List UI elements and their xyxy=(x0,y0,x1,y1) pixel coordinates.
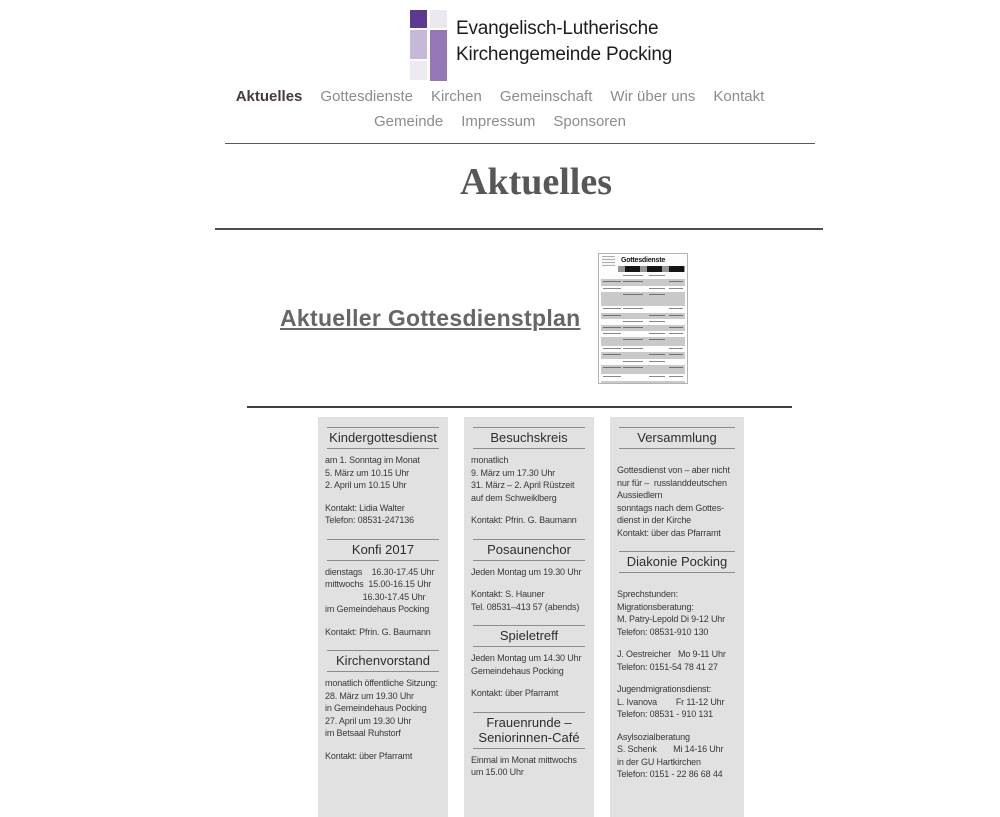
board-section xyxy=(325,539,441,639)
section-text-line: 31. März – 2. April Rüstzeit xyxy=(471,480,575,490)
thumbnail-row xyxy=(601,337,685,346)
blank-line xyxy=(325,492,441,502)
section-text-line: im Betsaal Ruhstorf xyxy=(325,728,401,738)
section-text-line: Telefon: 08531-910 130 xyxy=(617,626,709,637)
site-logo-home-link[interactable] xyxy=(410,9,672,81)
section-text-line: im Gemeindehaus Pocking xyxy=(325,604,430,614)
nav-item-sponsoren[interactable]: Sponsoren xyxy=(553,113,626,130)
section-title: Kirchenvorstand xyxy=(327,650,439,672)
site-title-line1: Evangelisch-Lutherische xyxy=(456,18,659,39)
section-text-line: sonntags nach dem Gottes- xyxy=(617,502,724,513)
section-text-line: J. Oestreicher Mo 9-11 Uhr xyxy=(617,649,726,659)
section-text-line: Gottesdienst von – aber nicht xyxy=(617,465,730,475)
blank-line xyxy=(471,504,587,514)
thumbnail-table-rows xyxy=(601,273,685,384)
blank-line xyxy=(617,578,737,588)
page-title: Aktuelles xyxy=(460,161,612,203)
section-text-line: Kontakt: über das Pfarramt xyxy=(617,527,721,538)
nav-item-wir-ber-uns[interactable]: Wir über uns xyxy=(610,88,696,105)
section-text-line: Kontakt: Lidia Walter xyxy=(325,502,405,513)
thumbnail-row xyxy=(601,292,685,306)
blank-line xyxy=(471,578,587,588)
section-title: Konfi 2017 xyxy=(327,539,439,561)
section-text-line: M. Patry-Lepold Di 9-12 Uhr xyxy=(617,614,725,624)
versammlung-board xyxy=(610,417,744,817)
section-title: Besuchskreis xyxy=(473,427,585,449)
nav-item-aktuelles[interactable]: Aktuelles xyxy=(235,88,303,105)
thumbnail-row xyxy=(601,381,685,384)
board-section xyxy=(471,427,587,527)
section-text-line: Asylsozialberatung xyxy=(617,731,690,742)
section-title: Kindergottesdienst xyxy=(327,427,439,449)
blank-line xyxy=(325,740,441,750)
nav-item-gottesdienste[interactable]: Gottesdienste xyxy=(320,88,413,105)
section-text-line: mittwochs 15.00-16.15 Uhr xyxy=(325,579,432,589)
section-text-line: Jugendmigrationsdienst: xyxy=(617,684,712,694)
section-text-line: 5. März um 10.15 Uhr xyxy=(325,467,410,478)
section-text-line: dienst in der Kirche xyxy=(617,515,692,525)
blank-line xyxy=(617,721,737,731)
nav-item-impressum[interactable]: Impressum xyxy=(461,113,536,130)
section-text-line: Kontakt: Pfrin. G. Baumann xyxy=(325,626,431,637)
section-text-line: dienstags 16.30-17.45 Uhr xyxy=(325,566,435,577)
section-text-line: L. Ivanova Fr 11-12 Uhr xyxy=(617,696,725,707)
section-text-line: in der GU Hartkirchen xyxy=(617,756,701,767)
board-section xyxy=(325,650,441,762)
section-text-line: Telefon: 0151-54 78 41 27 xyxy=(617,661,718,672)
section-text-line: am 1. Sonntag im Monat xyxy=(325,455,420,465)
blank-line xyxy=(617,673,737,683)
section-text-line: Telefon: 08531-247136 xyxy=(325,515,414,525)
section-text-line: Einmal im Monat mittwochs xyxy=(471,754,577,765)
nav-item-kontakt[interactable]: Kontakt xyxy=(713,88,765,105)
thumbnail-table-header xyxy=(618,266,685,272)
board-section xyxy=(617,551,737,781)
section-text-line: Telefon: 08531 - 910 131 xyxy=(617,709,713,719)
section-text-line: Telefon: 0151 - 22 86 68 44 xyxy=(617,769,723,779)
section-text-line: Kontakt: S. Hauner xyxy=(471,589,545,599)
section-title: Versammlung xyxy=(619,427,735,449)
section-text-line: Aussiedlern xyxy=(617,490,663,500)
blank-line xyxy=(325,616,441,626)
section-text-line: auf dem Schweiklberg xyxy=(471,492,557,503)
nav-item-gemeinde[interactable]: Gemeinde xyxy=(374,113,444,130)
section-title: Diakonie Pocking xyxy=(619,551,735,573)
thumbnail-row xyxy=(601,352,685,359)
nav-item-gemeinschaft[interactable]: Gemeinschaft xyxy=(499,88,593,105)
section-text-line: um 15.00 Uhr xyxy=(471,767,524,777)
section-text-line: Gemeindehaus Pocking xyxy=(471,665,564,676)
blank-line xyxy=(617,638,737,648)
section-title: Frauenrunde – Seniorinnen-Café xyxy=(473,712,585,749)
gottesdienstplan-link[interactable]: Aktueller Gottesdienstplan xyxy=(280,305,581,331)
section-text-line: Kontakt: über Pfarramt xyxy=(471,688,559,698)
blank-line xyxy=(617,454,737,464)
board-section xyxy=(617,427,737,539)
section-text-line: 9. März um 17.30 Uhr xyxy=(471,467,556,478)
section-text-line: monatlich öffentliche Sitzung: xyxy=(325,678,438,688)
section-title: Spieletreff xyxy=(473,625,585,647)
kindergottesdienst-board xyxy=(318,417,448,817)
nav-row-1 xyxy=(200,88,800,106)
section-text-line: monatlich xyxy=(471,455,509,465)
section-text-line: Jeden Montag um 19.30 Uhr xyxy=(471,566,582,577)
nav-row-2 xyxy=(200,113,800,131)
section-title: Posaunenchor xyxy=(473,539,585,561)
nav-item-kirchen[interactable]: Kirchen xyxy=(430,88,482,105)
thumbnail-church-logo-icon xyxy=(602,256,615,266)
board-section xyxy=(471,625,587,700)
thumbnail-title: Gottesdienste xyxy=(620,257,666,264)
divider-below-plan xyxy=(247,406,792,408)
blank-line xyxy=(471,677,587,687)
board-section xyxy=(471,539,587,614)
section-text-line: Jeden Montag um 14.30 Uhr xyxy=(471,653,582,663)
section-text-line: S. Schenk Mi 14-16 Uhr xyxy=(617,744,724,754)
section-text-line: 27. April um 19.30 Uhr xyxy=(325,715,412,726)
thumbnail-row xyxy=(601,365,685,374)
thumbnail-row xyxy=(601,306,685,313)
thumbnail-row xyxy=(601,374,685,381)
section-text-line: nur für – russlanddeutschen xyxy=(617,477,727,488)
besuchskreis-board xyxy=(464,417,594,817)
gottesdienstplan-thumbnail[interactable] xyxy=(598,253,688,384)
section-text-line: 2. April um 10.15 Uhr xyxy=(325,480,407,490)
thumbnail-row xyxy=(601,279,685,286)
site-title xyxy=(456,16,672,81)
section-text-line: in Gemeindehaus Pocking xyxy=(325,703,427,713)
section-text-line: Sprechstunden: xyxy=(617,589,678,599)
section-text-line: 16.30-17.45 Uhr xyxy=(325,591,426,602)
divider-below-nav xyxy=(225,143,815,144)
section-text-line: Migrationsberatung: xyxy=(617,601,694,612)
church-logo-icon xyxy=(410,9,447,81)
site-title-line2: Kirchengemeinde Pocking xyxy=(456,44,673,65)
divider-below-title xyxy=(215,228,823,230)
section-text-line: Kontakt: über Pfarramt xyxy=(325,750,413,761)
board-section xyxy=(325,427,441,527)
section-text-line: Kontakt: Pfrin. G. Baumann xyxy=(471,515,577,525)
board-section xyxy=(471,712,587,779)
section-text-line: Tel. 08531–413 57 (abends) xyxy=(471,601,580,612)
section-text-line: 28. März um 19.30 Uhr xyxy=(325,690,414,701)
main-nav xyxy=(200,88,800,138)
